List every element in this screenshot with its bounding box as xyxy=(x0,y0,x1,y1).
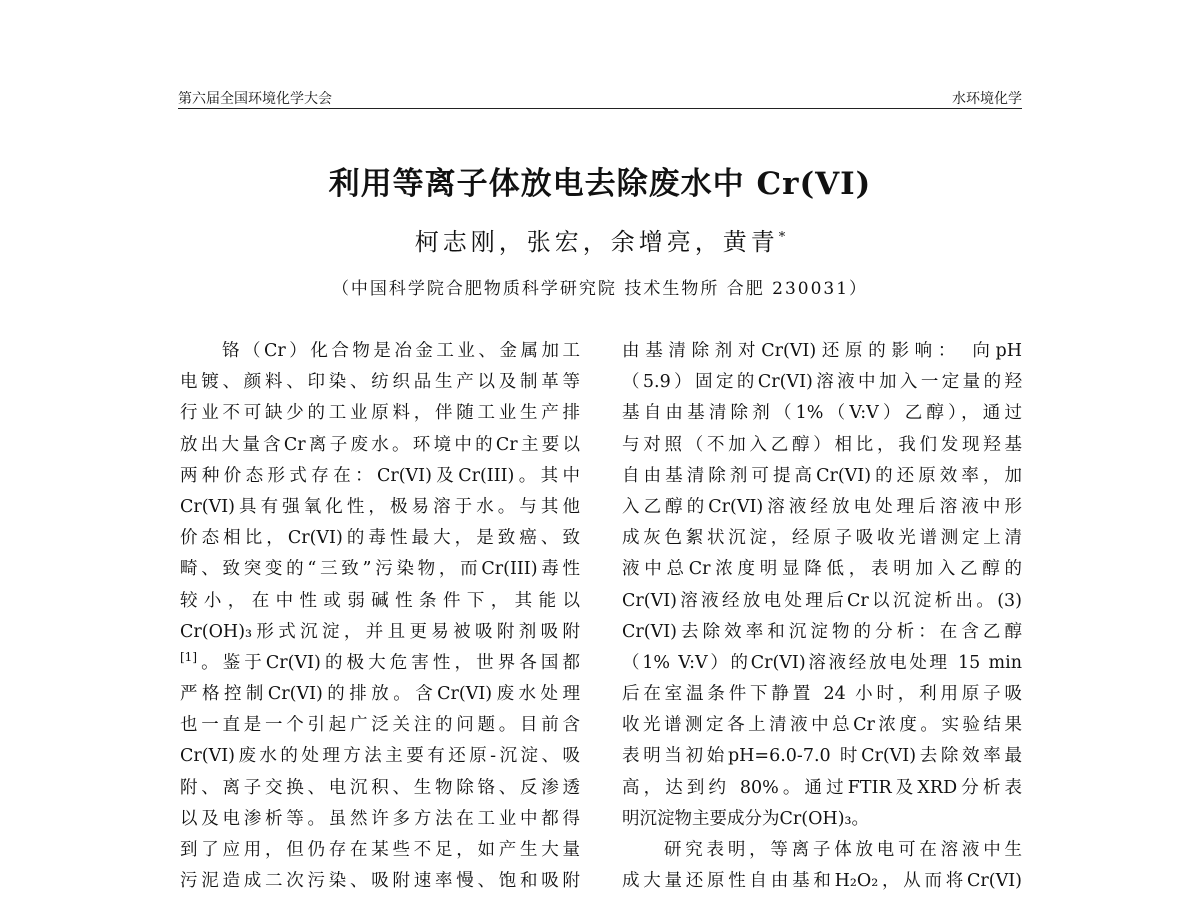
paragraph-line: 高，达到约 80%。通过FTIR及XRD分析表 xyxy=(622,777,1022,798)
header-rule xyxy=(178,108,1022,109)
citation-ref: [1] xyxy=(180,650,197,665)
paragraph-line: 电镀、颜料、印染、纺织品生产以及制革等 xyxy=(180,372,580,393)
affiliation: （中国科学院合肥物质科学研究院 技术生物所 合肥 230031） xyxy=(331,279,869,299)
paragraph-line: 明沉淀物主要成分为Cr(OH)₃。 xyxy=(622,808,870,829)
paragraph-line: 铬（Cr）化合物是冶金工业、金属加工 xyxy=(222,341,580,361)
paragraph-line: 由基清除剂对Cr(VI)还原的影响： 向pH xyxy=(622,341,1022,361)
paragraph-line: Cr(VI)去除效率和沉淀物的分析：在含乙醇 xyxy=(622,621,1022,642)
paragraph-line: 以及电渗析等。虽然许多方法在工业中都得 xyxy=(180,808,580,829)
paragraph-line: Cr(OH)₃形式沉淀，并且更易被吸附剂吸附 xyxy=(180,621,580,642)
paragraph-line: 附、离子交换、电沉积、生物除铬、反渗透 xyxy=(180,777,580,798)
paragraph-line: Cr(VI)溶液经放电处理后Cr以沉淀析出。(3) xyxy=(622,590,1022,611)
paragraph-line: 行业不可缺少的工业原料，伴随工业生产排 xyxy=(180,403,580,424)
paragraph-line: 污泥造成二次污染、吸附速率慢、饱和吸附 xyxy=(180,871,580,892)
author-names: 柯志刚，张宏，余增亮，黄青 xyxy=(414,228,779,256)
paragraph-line: 放出大量含Cr离子废水。环境中的Cr主要以 xyxy=(180,434,580,455)
paragraph-line: 研究表明，等离子体放电可在溶液中生 xyxy=(664,840,1022,860)
paragraph-line: 畸、致突变的“三致”污染物，而Cr(III)毒性 xyxy=(180,559,580,580)
paragraph-line: 到了应用，但仍存在某些不足，如产生大量 xyxy=(180,840,580,860)
paragraph-line: （1% V:V）的Cr(VI)溶液经放电处理 15 min xyxy=(622,652,1022,673)
paragraph-line: 与对照（不加入乙醇）相比，我们发现羟基 xyxy=(622,434,1022,455)
paragraph-line: 成灰色絮状沉淀，经原子吸收光谱测定上清 xyxy=(622,528,1022,549)
paragraph-line: 表明当初始pH=6.0-7.0 时Cr(VI)去除效率最 xyxy=(622,746,1022,767)
paragraph-line: （5.9）固定的Cr(VI)溶液中加入一定量的羟 xyxy=(622,372,1022,393)
paragraph-line: 两种价态形式存在：Cr(VI)及Cr(III)。其中 xyxy=(180,465,580,486)
running-header-right: 水环境化学 xyxy=(952,91,1022,107)
paragraph-line: 基自由基清除剂（1%（V:V）乙醇），通过 xyxy=(622,403,1022,424)
paragraph-line: 后在室温条件下静置 24 小时，利用原子吸 xyxy=(622,684,1022,705)
author-list xyxy=(0,222,1200,257)
paragraph-line-text: 。鉴于Cr(VI)的极大危害性，世界各国都 xyxy=(197,652,580,673)
paragraph-line: 价态相比，Cr(VI)的毒性最大，是致癌、致 xyxy=(180,528,580,549)
paragraph-line: Cr(VI)废水的处理方法主要有还原-沉淀、吸 xyxy=(180,746,580,767)
paragraph-line: Cr(VI)具有强氧化性，极易溶于水。与其他 xyxy=(180,496,580,517)
paragraph-line: 也一直是一个引起广泛关注的问题。目前含 xyxy=(180,715,580,736)
paragraph-line-with-ref xyxy=(180,648,580,679)
paragraph-line: 成大量还原性自由基和H₂O₂，从而将Cr(VI) xyxy=(622,871,1022,892)
right-column xyxy=(622,336,1022,897)
paragraph-line: 较小，在中性或弱碱性条件下，其能以 xyxy=(180,590,580,611)
paragraph-line: 液中总Cr浓度明显降低，表明加入乙醇的 xyxy=(622,559,1022,580)
paragraph-line: 入乙醇的Cr(VI)溶液经放电处理后溶液中形 xyxy=(622,496,1022,517)
corresponding-author-mark: * xyxy=(778,230,786,245)
paragraph-line: 收光谱测定各上清液中总Cr浓度。实验结果 xyxy=(622,715,1022,736)
paragraph-line: 严格控制Cr(VI)的排放。含Cr(VI)废水处理 xyxy=(180,684,580,705)
running-header-left: 第六届全国环境化学大会 xyxy=(178,91,332,107)
paragraph-line: 自由基清除剂可提高Cr(VI)的还原效率，加 xyxy=(622,465,1022,486)
left-column xyxy=(180,336,580,897)
paper-title: 利用等离子体放电去除废水中 Cr(VI) xyxy=(328,166,872,202)
